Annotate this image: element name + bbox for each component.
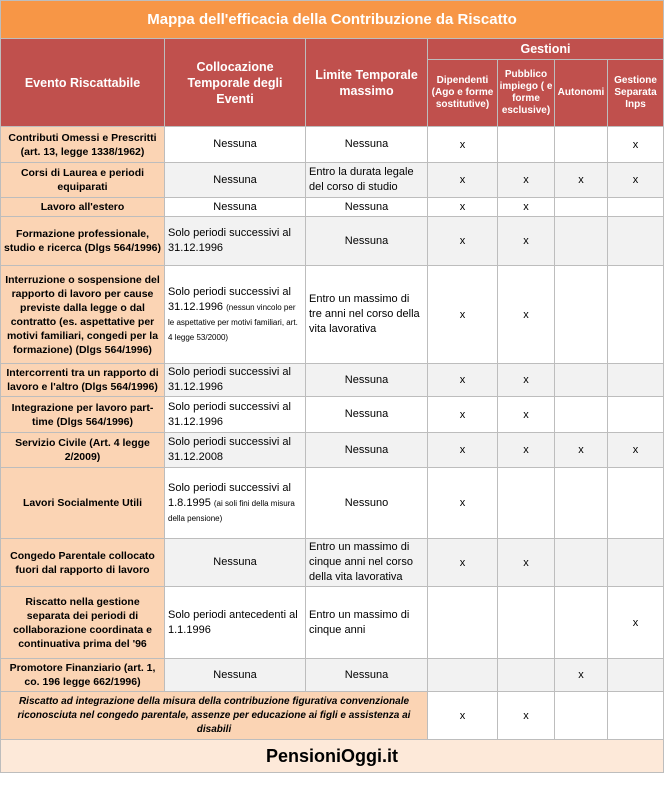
limit-cell: Nessuna — [306, 433, 428, 468]
table-row — [1, 433, 664, 468]
event-cell: Servizio Civile (Art. 4 legge 2/2009) — [1, 433, 165, 468]
management-mark — [608, 198, 664, 217]
placement-text: Nessuna — [213, 138, 257, 150]
management-mark: x — [428, 468, 498, 539]
placement-cell — [165, 433, 306, 468]
table-row — [1, 266, 664, 364]
table-row — [1, 587, 664, 659]
placement-text: Solo periodi antecedenti al 1.1.1996 — [168, 608, 298, 636]
management-mark: x — [498, 692, 555, 740]
management-mark: x — [608, 163, 664, 198]
limit-cell: Nessuna — [306, 397, 428, 433]
placement-cell — [165, 127, 306, 163]
placement-cell — [165, 539, 306, 587]
limit-cell: Entro un massimo di tre anni nel corso della vita lavorativa — [306, 266, 428, 364]
event-cell: Lavoro all'estero — [1, 198, 165, 217]
limit-cell: Entro la durata legale del corso di studio — [306, 163, 428, 198]
header-management-col: Pubblico impiego ( e forme esclusive) — [498, 60, 555, 127]
management-mark: x — [498, 539, 555, 587]
management-mark: x — [498, 433, 555, 468]
management-mark — [555, 364, 608, 397]
event-cell: Lavori Socialmente Utili — [1, 468, 165, 539]
placement-cell — [165, 659, 306, 692]
event-cell: Riscatto nella gestione separata dei periodi di collaborazione coordinata e continuativa prima del '96 — [1, 587, 165, 659]
limit-cell: Nessuna — [306, 659, 428, 692]
management-mark: x — [428, 163, 498, 198]
management-mark: x — [428, 539, 498, 587]
management-mark — [555, 587, 608, 659]
event-cell-wide: Riscatto ad integrazione della misura della contribuzione figurativa convenzionale riconosciuta nel congedo parentale, assenze per educazione ai figli e assistenza ai disabili — [1, 692, 428, 740]
table-row — [1, 127, 664, 163]
management-mark — [428, 587, 498, 659]
limit-cell: Nessuna — [306, 198, 428, 217]
table-title: Mappa dell'efficacia della Contribuzione da Riscatto — [1, 1, 664, 39]
management-mark — [555, 217, 608, 266]
management-mark — [608, 468, 664, 539]
management-mark — [555, 692, 608, 740]
placement-cell — [165, 198, 306, 217]
management-mark: x — [555, 659, 608, 692]
limit-cell: Nessuna — [306, 217, 428, 266]
header-management-col: Dipendenti (Ago e forme sostitutive) — [428, 60, 498, 127]
limit-cell: Entro un massimo di cinque anni — [306, 587, 428, 659]
management-mark — [555, 198, 608, 217]
header-placement: Collocazione Temporale degli Eventi — [165, 39, 306, 127]
placement-text: Solo periodi successivi al 31.12.1996 — [168, 227, 291, 254]
table-row — [1, 364, 664, 397]
placement-note: (nessun vincolo per le aspettative per motivi familiari, art. 4 legge 53/2000) — [168, 302, 298, 342]
management-mark: x — [555, 163, 608, 198]
placement-text: Solo periodi successivi al 1.8.1995 — [168, 481, 291, 509]
header-management: Gestioni — [428, 39, 664, 60]
management-mark: x — [498, 217, 555, 266]
limit-cell: Nessuna — [306, 127, 428, 163]
management-mark: x — [428, 397, 498, 433]
management-mark: x — [428, 217, 498, 266]
placement-text: Solo periodi successivi al 31.12.1996 — [168, 400, 291, 428]
management-mark — [608, 364, 664, 397]
management-mark: x — [428, 692, 498, 740]
management-mark: x — [428, 364, 498, 397]
placement-text: Nessuna — [213, 668, 257, 681]
management-mark: x — [555, 433, 608, 468]
placement-cell — [165, 397, 306, 433]
management-mark — [498, 587, 555, 659]
management-mark — [608, 266, 664, 364]
table-row — [1, 539, 664, 587]
management-mark — [608, 397, 664, 433]
placement-text: Solo periodi successivi al 31.12.1996 — [168, 366, 291, 393]
table-row — [1, 217, 664, 266]
limit-cell: Nessuna — [306, 364, 428, 397]
management-mark: x — [608, 127, 664, 163]
table-row — [1, 198, 664, 217]
management-mark: x — [608, 587, 664, 659]
management-mark — [608, 539, 664, 587]
management-mark: x — [498, 163, 555, 198]
placement-cell — [165, 217, 306, 266]
header-event: Evento Riscattabile — [1, 39, 165, 127]
event-cell: Congedo Parentale collocato fuori dal rapporto di lavoro — [1, 539, 165, 587]
management-mark: x — [608, 433, 664, 468]
management-mark: x — [428, 266, 498, 364]
table-row — [1, 397, 664, 433]
event-cell: Formazione professionale, studio e ricerca (Dlgs 564/1996) — [1, 217, 165, 266]
management-mark — [555, 539, 608, 587]
event-cell: Promotore Finanziario (art. 1, co. 196 legge 662/1996) — [1, 659, 165, 692]
placement-cell — [165, 587, 306, 659]
management-mark: x — [428, 198, 498, 217]
table-row — [1, 692, 664, 740]
management-mark — [498, 127, 555, 163]
management-mark — [555, 127, 608, 163]
limit-cell: Entro un massimo di cinque anni nel corso della vita lavorativa — [306, 539, 428, 587]
footer-brand: PensioniOggi.it — [1, 740, 664, 773]
header-management-col: Gestione Separata Inps — [608, 60, 664, 127]
header-management-col: Autonomi — [555, 60, 608, 127]
event-cell: Integrazione per lavoro part-time (Dlgs 564/1996) — [1, 397, 165, 433]
table-row — [1, 468, 664, 539]
table-row — [1, 659, 664, 692]
limit-cell: Nessuno — [306, 468, 428, 539]
event-cell: Interruzione o sospensione del rapporto di lavoro per cause previste dalla legge o dal contratto (es. aspettative per motivi familiari, congedi per la formazione) (Dlgs 564/1996) — [1, 266, 165, 364]
placement-text: Nessuna — [213, 173, 257, 186]
management-mark: x — [428, 433, 498, 468]
management-mark — [608, 217, 664, 266]
management-mark — [608, 692, 664, 740]
header-limit: Limite Temporale massimo — [306, 39, 428, 127]
management-mark: x — [498, 198, 555, 217]
event-cell: Intercorrenti tra un rapporto di lavoro e l'altro (Dlgs 564/1996) — [1, 364, 165, 397]
management-mark — [555, 468, 608, 539]
placement-text: Solo periodi successivi al 31.12.2008 — [168, 436, 291, 463]
management-mark — [498, 468, 555, 539]
management-mark: x — [498, 266, 555, 364]
placement-cell — [165, 364, 306, 397]
management-mark: x — [498, 397, 555, 433]
placement-cell — [165, 468, 306, 539]
placement-text: Nessuna — [213, 556, 257, 568]
event-cell: Contributi Omessi e Prescritti (art. 13, legge 1338/1962) — [1, 127, 165, 163]
management-mark — [428, 659, 498, 692]
placement-note: (ai soli fini della misura della pensione) — [168, 498, 295, 523]
management-mark: x — [428, 127, 498, 163]
event-cell: Corsi di Laurea e periodi equiparati — [1, 163, 165, 198]
management-mark — [555, 266, 608, 364]
placement-text: Nessuna — [213, 200, 257, 213]
placement-cell — [165, 266, 306, 364]
placement-text: Solo periodi successivi al 31.12.1996 — [168, 285, 291, 313]
management-mark: x — [498, 364, 555, 397]
table-row — [1, 163, 664, 198]
management-mark — [608, 659, 664, 692]
placement-cell — [165, 163, 306, 198]
management-mark — [498, 659, 555, 692]
management-mark — [555, 397, 608, 433]
